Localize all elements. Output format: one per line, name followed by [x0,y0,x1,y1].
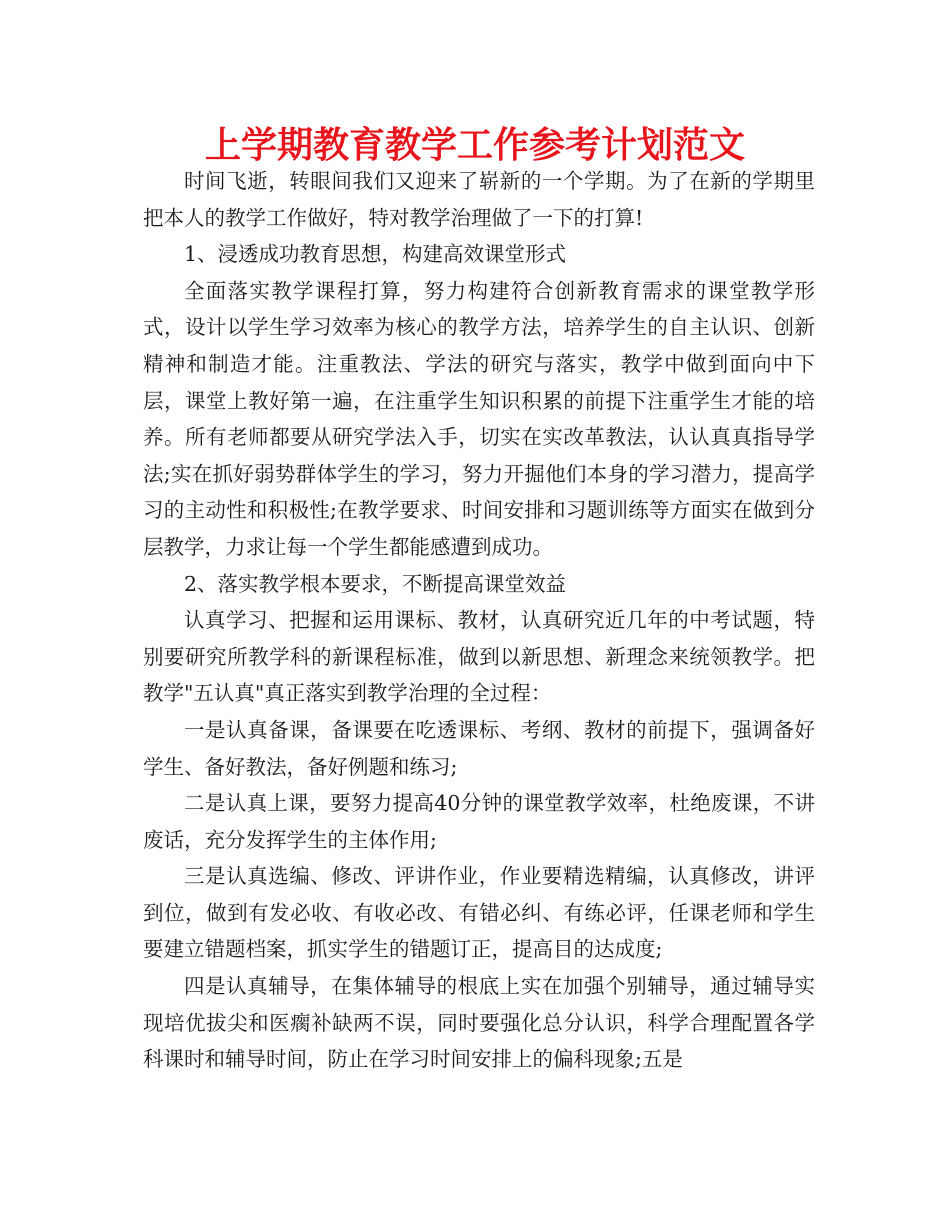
section-heading-1: 1、浸透成功教育思想，构建高效课堂形式 [184,242,567,267]
body-paragraph-point-3: 三是认真选编、修改、评讲作业，作业要精选精编，认真修改，讲评到位，做到有发必收、有收必改、有错必纠、有练必评，任课老师和学生要建立错题档案，抓实学生的错题订正，提高目的达成度; [143,864,815,962]
body-paragraph-point-4: 四是认真辅导，在集体辅导的根底上实在加强个别辅导，通过辅导实现培优拔尖和医瘸补缺两不误，同时要强化总分认识，科学合理配置各学科课时和辅导时间，防止在学习时间安排上的偏科现象;五是 [143,974,815,1072]
body-paragraph-point-2: 二是认真上课，要努力提高40分钟的课堂教学效率，杜绝废课，不讲废话，充分发挥学生的主体作用; [143,791,815,852]
body-paragraph-section-1: 全面落实教学课程打算，努力构建符合创新教育需求的课堂教学形式，设计以学生学习效率为核心的教学方法，培养学生的自主认识、创新精神和制造才能。注重教法、学法的研究与落实，教学中做到面向中下层，课堂上教好第一遍，在注重学生知识积累的前提下注重学生才能的培养。所有老师都要从研究学法入手，切实在实改革教法，认认真真指导学法;实在抓好弱势群体学生的学习，努力开掘他们本身的学习潜力，提高学习的主动性和积极性;在教学要求、时间安排和习题训练等方面实在做到分层教学，力求让每一个学生都能感遭到成功。 [143,278,815,559]
document-title: 上学期教育教学工作参考计划范文 [204,125,745,166]
body-paragraph-point-1: 一是认真备课，备课要在吃透课标、考纲、教材的前提下，强调备好学生、备好教法，备好例题和练习; [143,717,815,779]
body-paragraph-section-2: 认真学习、把握和运用课标、教材，认真研究近几年的中考试题，特别要研究所教学科的新课程标准，做到以新思想、新理念来统领教学。把教学"五认真"真正落实到教学治理的全过程： [143,608,815,706]
document-body [143,163,815,1078]
section-heading-2: 2、落实教学根本要求，不断提高课堂效益 [184,571,567,596]
body-paragraph-intro: 时间飞逝，转眼间我们又迎来了崭新的一个学期。为了在新的学期里把本人的教学工作做好，特对教学治理做了一下的打算! [143,169,815,230]
